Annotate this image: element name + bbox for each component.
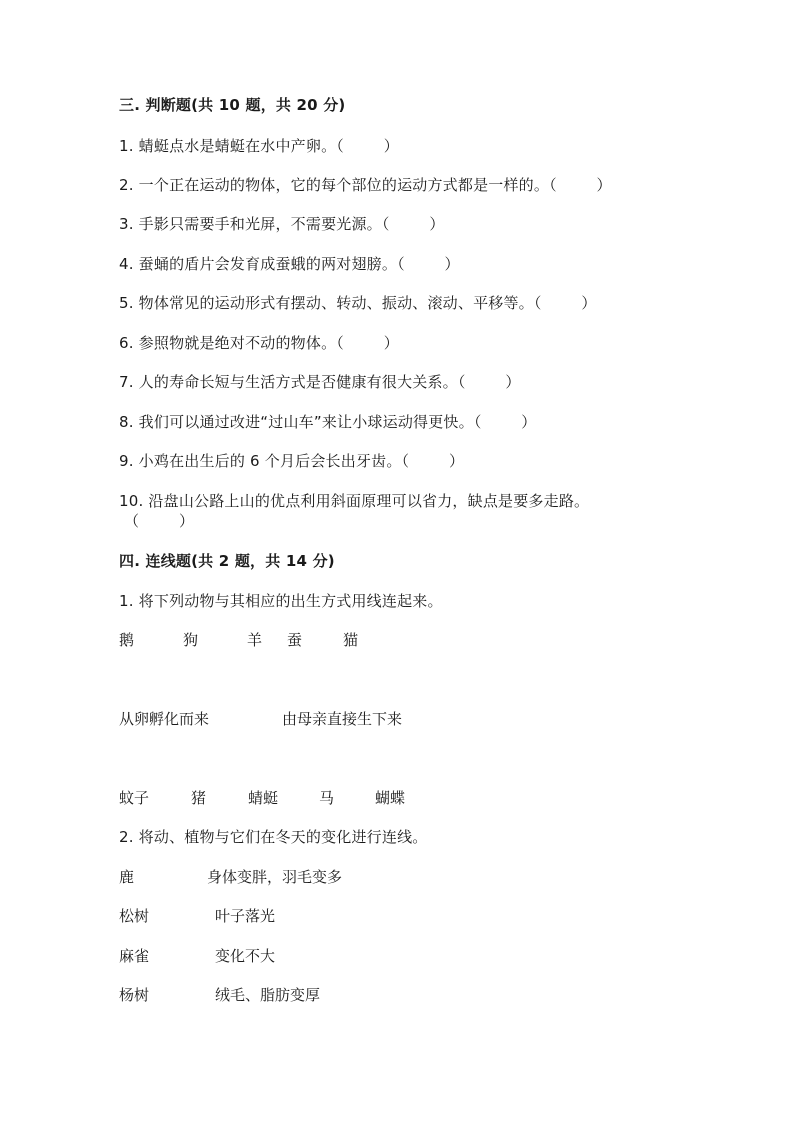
judgment-question-3: 3. 手影只需要手和光屏，不需要光源。（ ）: [119, 215, 445, 233]
match-animal-cat: 猫: [343, 631, 359, 649]
match-left-poplar: 杨树: [119, 986, 150, 1004]
match-birth-live: 由母亲直接生下来: [282, 710, 403, 728]
match-animal-dragonfly: 蜻蜓: [248, 789, 279, 807]
match-right-fatter-more-feathers: 身体变胖，羽毛变多: [207, 868, 343, 886]
match-animal-silkworm: 蚕: [287, 631, 303, 649]
match-animal-pig: 猪: [191, 789, 207, 807]
judgment-question-2: 2. 一个正在运动的物体，它的每个部位的运动方式都是一样的。（ ）: [119, 176, 612, 194]
judgment-question-10-answer-blank: （ ）: [124, 512, 195, 530]
match-animal-sheep: 羊: [247, 631, 263, 649]
match-animal-butterfly: 蝴蝶: [375, 789, 406, 807]
match-right-fur-fat-thicker: 绒毛、脂肪变厚: [215, 986, 321, 1004]
match-animal-goose: 鹅: [119, 631, 135, 649]
match-left-sparrow: 麻雀: [119, 947, 150, 965]
judgment-question-10: 10. 沿盘山公路上山的优点利用斜面原理可以省力，缺点是要多走路。: [119, 492, 590, 510]
match-birth-hatched: 从卵孵化而来: [119, 710, 210, 728]
match-animal-mosquito: 蚊子: [119, 789, 150, 807]
judgment-question-9: 9. 小鸡在出生后的 6 个月后会长出牙齿。（ ）: [119, 452, 465, 470]
match-right-leaves-fall: 叶子落光: [215, 907, 276, 925]
match-left-deer: 鹿: [119, 868, 135, 886]
matching-question-1-prompt: 1. 将下列动物与其相应的出生方式用线连起来。: [119, 592, 443, 610]
judgment-question-8: 8. 我们可以通过改进“过山车”来让小球运动得更快。（ ）: [119, 413, 537, 431]
judgment-question-6: 6. 参照物就是绝对不动的物体。（ ）: [119, 334, 399, 352]
judgment-question-7: 7. 人的寿命长短与生活方式是否健康有很大关系。（ ）: [119, 373, 521, 391]
match-left-pine: 松树: [119, 907, 150, 925]
section4-heading: 四. 连线题(共 2 题，共 14 分): [119, 552, 335, 570]
section3-heading: 三. 判断题(共 10 题，共 20 分): [119, 96, 346, 114]
matching-question-2-prompt: 2. 将动、植物与它们在冬天的变化进行连线。: [119, 828, 428, 846]
match-right-little-change: 变化不大: [215, 947, 276, 965]
judgment-question-5: 5. 物体常见的运动形式有摆动、转动、振动、滚动、平移等。（ ）: [119, 294, 597, 312]
match-animal-dog: 狗: [183, 631, 199, 649]
judgment-question-1: 1. 蜻蜓点水是蜻蜓在水中产卵。（ ）: [119, 137, 399, 155]
judgment-question-4: 4. 蚕蛹的盾片会发育成蚕蛾的两对翅膀。（ ）: [119, 255, 460, 273]
match-animal-horse: 马: [319, 789, 335, 807]
